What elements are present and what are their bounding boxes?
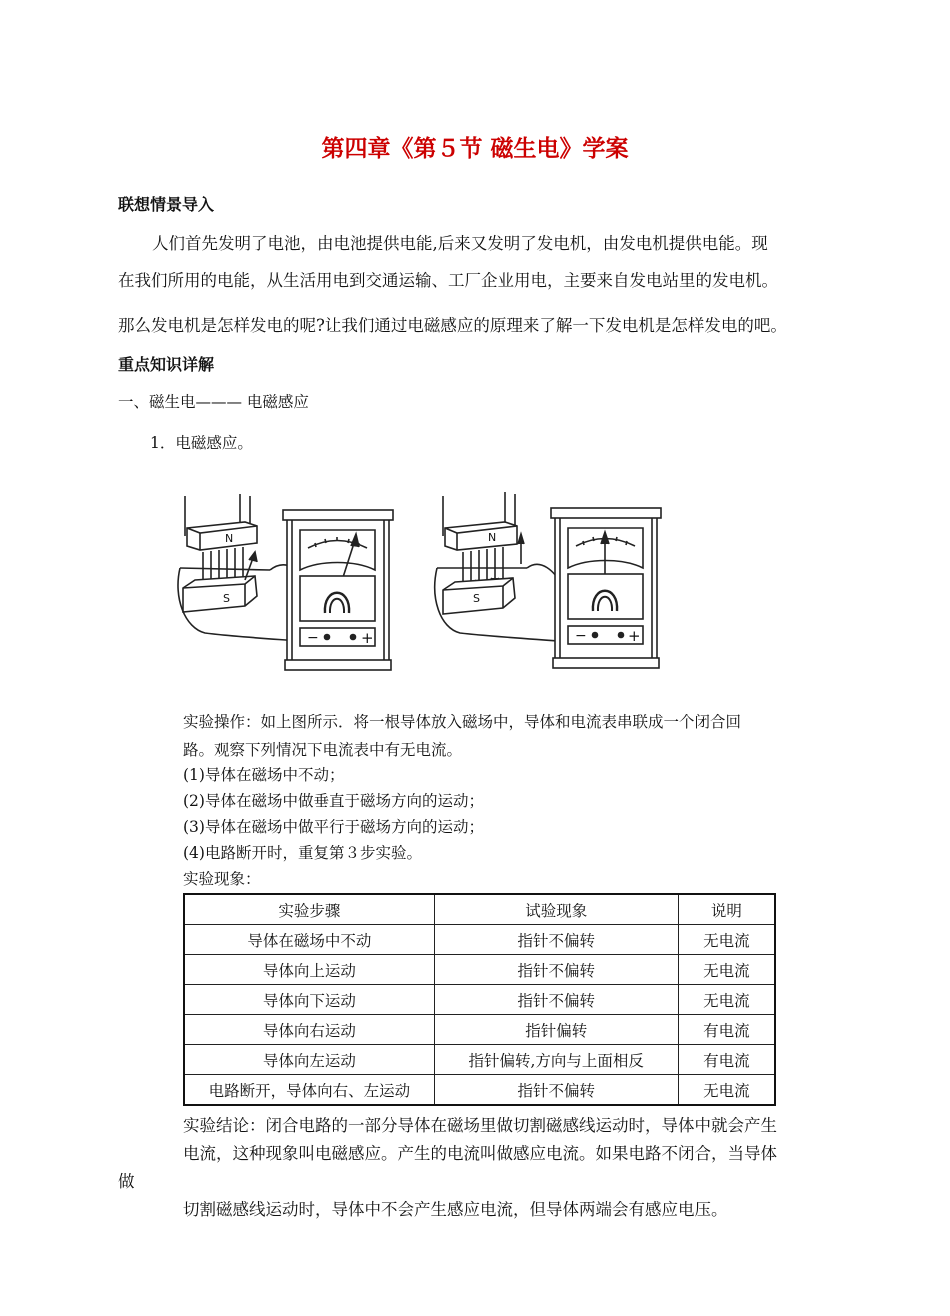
table-cell: 无电流 <box>678 925 775 955</box>
experiment-step-4: (4)电路断开时，重复第３步实验。 <box>183 844 422 862</box>
right-south-label: S <box>473 592 480 605</box>
left-minus-label: − <box>307 630 319 646</box>
table-cell: 导体向左运动 <box>184 1045 434 1075</box>
table-cell: 指针不偏转 <box>434 1075 678 1106</box>
table-row <box>184 1075 775 1106</box>
table-header: 说明 <box>678 894 775 925</box>
section-heading-intro: 联想情景导入 <box>118 195 215 214</box>
table-cell: 无电流 <box>678 1075 775 1106</box>
left-south-label: S <box>223 592 230 605</box>
table-cell: 导体向上运动 <box>184 955 434 985</box>
experiment-operation-line-1: 实验操作：如上图所示．将一根导体放入磁场中，导体和电流表串联成一个闭合回 <box>183 713 742 731</box>
subheading-item-1: 1．电磁感应。 <box>150 434 253 452</box>
table-row <box>184 1045 775 1075</box>
experiment-operation-line-2: 路。观察下列情况下电流表中有无电流。 <box>183 741 463 759</box>
experiment-step-3: (3)导体在磁场中做平行于磁场方向的运动； <box>183 818 484 836</box>
table-header-row <box>184 894 775 925</box>
intro-line-2: 在我们所用的电能，从生活用电到交通运输、工厂企业用电，主要来自发电站里的发电机。 <box>118 271 778 290</box>
table-cell: 电路断开，导体向右、左运动 <box>184 1075 434 1106</box>
table-cell: 指针不偏转 <box>434 985 678 1015</box>
table-row <box>184 1015 775 1045</box>
right-north-label: N <box>488 531 497 544</box>
table-cell: 有电流 <box>678 1045 775 1075</box>
conclusion-line-1: 实验结论：闭合电路的一部分导体在磁场里做切割磁感线运动时，导体中就会产生 <box>183 1116 777 1135</box>
left-plus-label: + <box>361 629 374 647</box>
right-plus-label: + <box>628 627 641 645</box>
experiment-results-table <box>183 893 776 1106</box>
right-minus-label: − <box>575 628 587 644</box>
page-title: 第四章《第５节 磁生电》学案 <box>321 136 629 162</box>
table-row <box>184 955 775 985</box>
table-cell: 指针不偏转 <box>434 925 678 955</box>
experiment-phenomenon-label: 实验现象： <box>183 870 261 888</box>
subheading-induction: 一、磁生电——— 电磁感应 <box>118 393 309 411</box>
experiment-step-2: (2)导体在磁场中做垂直于磁场方向的运动； <box>183 792 484 810</box>
table-cell: 指针不偏转 <box>434 955 678 985</box>
table-cell: 无电流 <box>678 985 775 1015</box>
induction-experiment-figure <box>175 488 675 673</box>
table-cell: 导体在磁场中不动 <box>184 925 434 955</box>
experiment-step-1: (1)导体在磁场中不动； <box>183 766 345 784</box>
conclusion-line-3: 做 <box>118 1172 135 1191</box>
intro-line-3: 那么发电机是怎样发电的呢?让我们通过电磁感应的原理来了解一下发电机是怎样发电的吧。 <box>118 316 787 335</box>
table-header: 试验现象 <box>434 894 678 925</box>
intro-line-1: 人们首先发明了电池，由电池提供电能,后来又发明了发电机，由发电机提供电能。现 <box>152 234 768 253</box>
table-header: 实验步骤 <box>184 894 434 925</box>
table-row <box>184 925 775 955</box>
section-heading-key-points: 重点知识详解 <box>118 355 215 374</box>
left-north-label: N <box>225 532 234 545</box>
table-cell: 指针偏转 <box>434 1015 678 1045</box>
table-cell: 有电流 <box>678 1015 775 1045</box>
conclusion-line-4: 切割磁感线运动时，导体中不会产生感应电流，但导体两端会有感应电压。 <box>183 1200 728 1219</box>
table-cell: 指针偏转,方向与上面相反 <box>434 1045 678 1075</box>
table-cell: 导体向右运动 <box>184 1015 434 1045</box>
table-cell: 导体向下运动 <box>184 985 434 1015</box>
table-cell: 无电流 <box>678 955 775 985</box>
conclusion-line-2: 电流，这种现象叫电磁感应。产生的电流叫做感应电流。如果电路不闭合，当导体 <box>183 1144 777 1163</box>
table-row <box>184 985 775 1015</box>
